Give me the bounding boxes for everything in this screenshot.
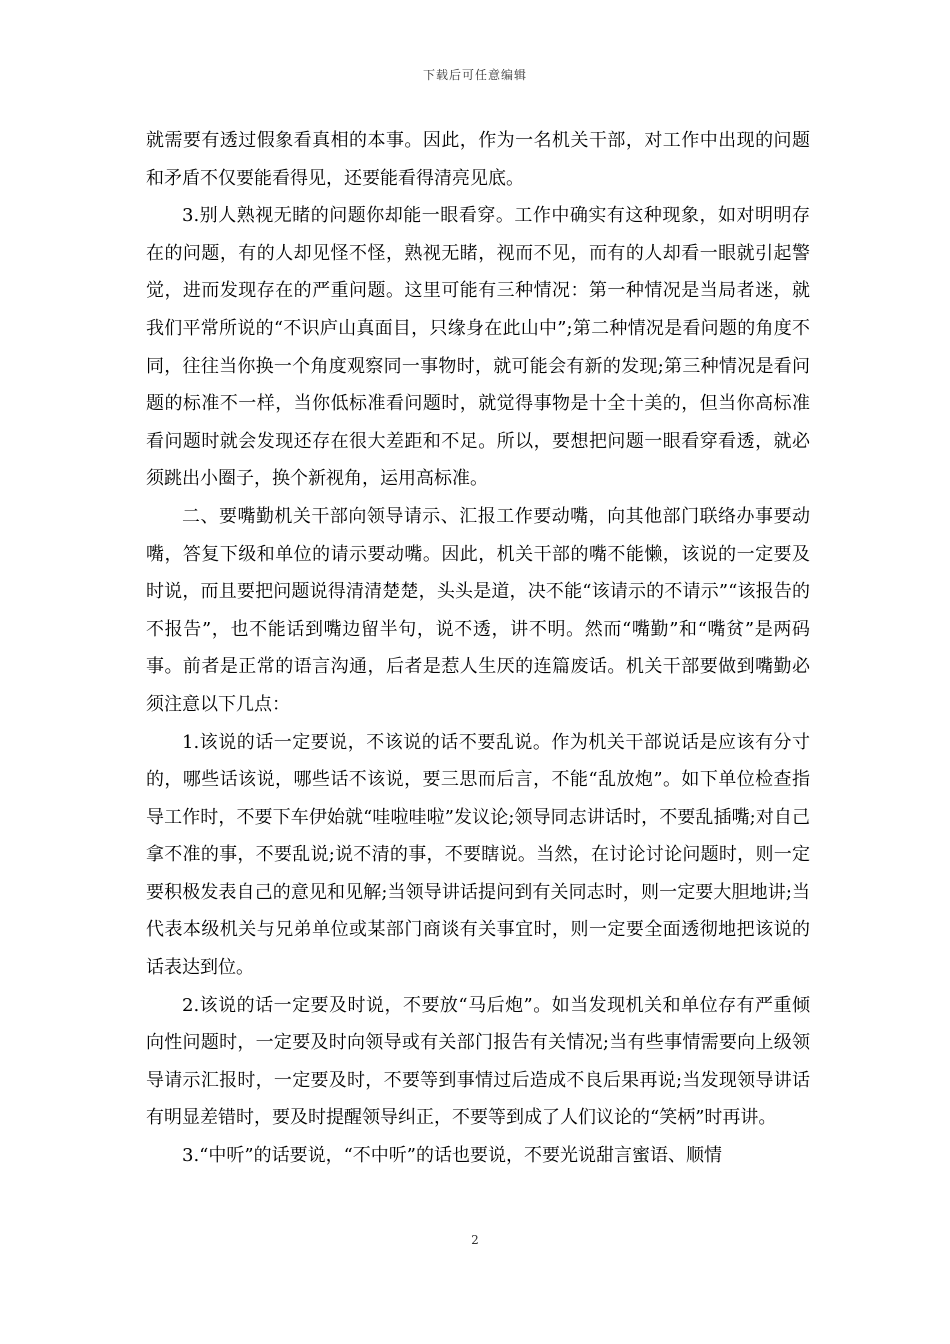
paragraph-item-3-honest: 3.“中听”的话要说，“不中听”的话也要说，不要光说甜言蜜语、顺情 bbox=[182, 1145, 722, 1167]
document-body bbox=[146, 122, 810, 1175]
paragraph-item-2-timely: 2.该说的话一定要及时说，不要放“马后炮”。如当发现机关和单位存有严重倾向性问题时，一定要及时向领导或有关部门报告有关情况;当有些事情需要向上级领导请示汇报时，一定要及时，不要等到事情过后造成不良后果再说;当发现领导讲话有明显差错时，要及时提醒领导纠正，不要等到成了人们议论的“笑柄”时再讲。 bbox=[146, 994, 810, 1129]
paragraph-section-2-speech: 二、要嘴勤机关干部向领导请示、汇报工作要动嘴，向其他部门联络办事要动嘴，答复下级和单位的请示要动嘴。因此，机关干部的嘴不能懒，该说的一定要及时说，而且要把问题说得清清楚楚，头头是道，决不能“该请示的不请示”“该报告的不报告”，也不能话到嘴边留半句，说不透，讲不明。然而“嘴勤”和“嘴贫”是两码事。前者是正常的语言沟通，后者是惹人生厌的连篇废话。机关干部要做到嘴勤必须注意以下几点： bbox=[146, 505, 810, 715]
page-header: 下载后可任意编辑 bbox=[422, 68, 527, 82]
paragraph-item-1-speech: 1.该说的话一定要说，不该说的话不要乱说。作为机关干部说话是应该有分寸的，哪些话该说，哪些话不该说，要三思而后言，不能“乱放炮”。如下单位检查指导工作时，不要下车伊始就“哇啦哇啦”发议论;领导同志讲话时，不要乱插嘴;对自己拿不准的事，不要乱说;说不清的事，不要瞎说。当然，在讨论讨论问题时，则一定要积极发表自己的意见和见解;当领导讲话提问到有关同志时，则一定要大胆地讲;当代表本级机关与兄弟单位或某部门商谈有关事宜时，则一定要全面透彻地把该说的话表达到位。 bbox=[146, 731, 810, 979]
page-number: 2 bbox=[471, 1233, 479, 1247]
paragraph-continuation: 就需要有透过假象看真相的本事。因此，作为一名机关干部，对工作中出现的问题和矛盾不仅要能看得见，还要能看得清亮见底。 bbox=[146, 130, 810, 189]
paragraph-item-3-observation: 3.别人熟视无睹的问题你却能一眼看穿。工作中确实有这种现象，如对明明存在的问题，有的人却见怪不怪，熟视无睹，视而不见，而有的人却看一眼就引起警觉，进而发现存在的严重问题。这里可能有三种情况：第一种情况是当局者迷，就我们平常所说的“不识庐山真面目，只缘身在此山中”;第二种情况是看问题的角度不同，往往当你换一个角度观察同一事物时，就可能会有新的发现;第三种情况是看问题的标准不一样，当你低标准看问题时，就觉得事物是十全十美的，但当你高标准看问题时就会发现还存在很大差距和不足。所以，要想把问题一眼看穿看透，就必须跳出小圈子，换个新视角，运用高标准。 bbox=[146, 205, 810, 490]
